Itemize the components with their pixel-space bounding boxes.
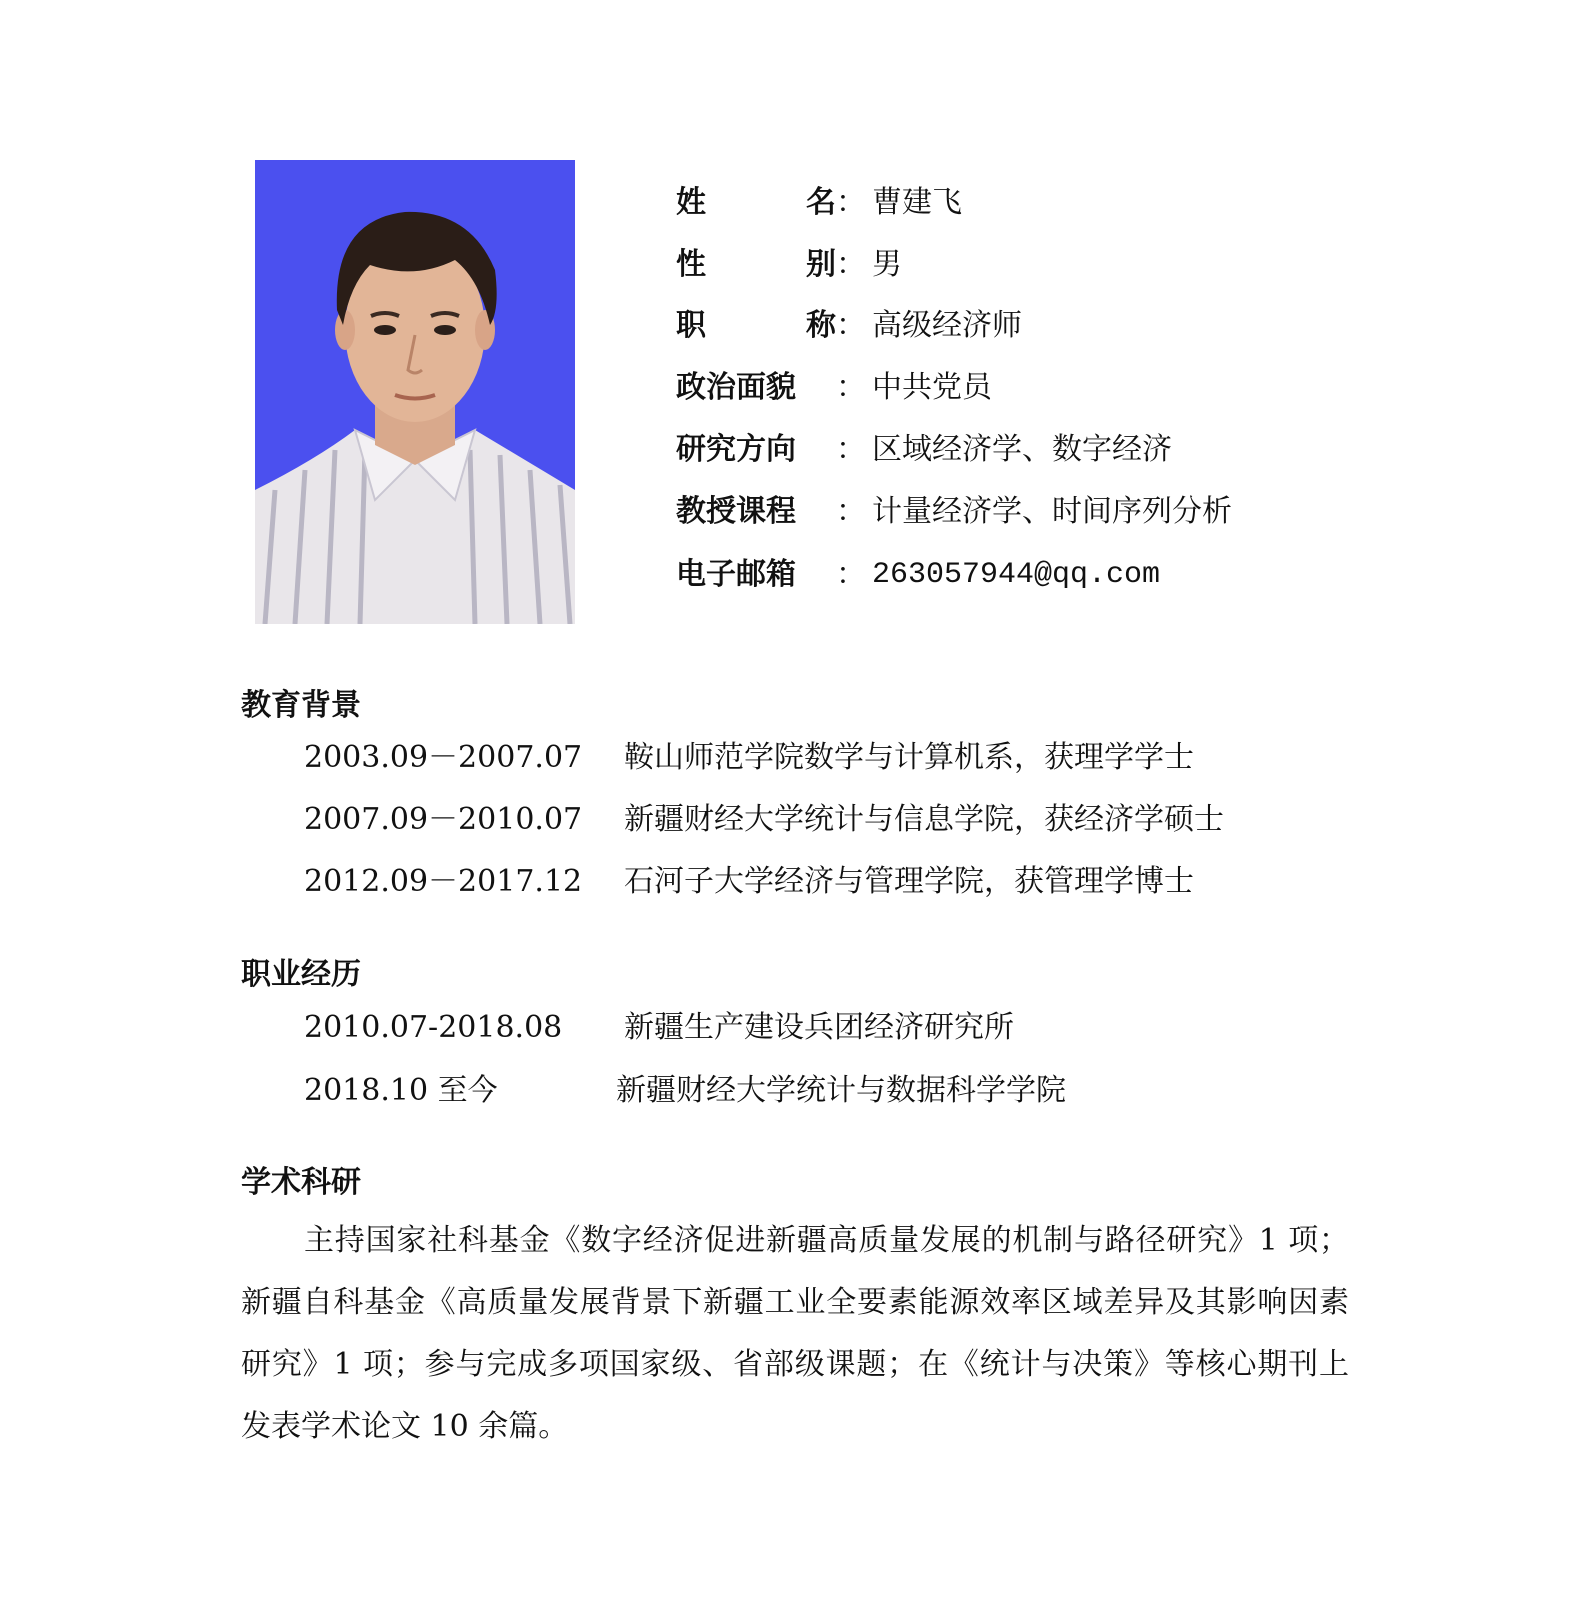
label-char: 姓 <box>676 185 706 220</box>
email-value: 263057944@qq.com <box>872 558 1161 592</box>
courses-colon: ： <box>836 494 866 529</box>
email-label-text: 电子邮箱 <box>676 557 796 592</box>
career-date-2: 2018.10 至今 <box>304 1073 498 1108</box>
career-date-1: 2010.07-2018.08 <box>304 1010 563 1045</box>
political-value: 中共党员 <box>872 370 992 405</box>
label-char: 称 <box>806 308 836 343</box>
name-label <box>676 183 836 223</box>
research-direction-value: 区域经济学、数字经济 <box>872 432 1172 467</box>
courses-label-text: 教授课程 <box>676 494 796 529</box>
title-label <box>676 306 836 346</box>
career-desc-1: 新疆生产建设兵团经济研究所 <box>624 1010 1014 1045</box>
political-colon: ： <box>836 370 866 405</box>
career-heading: 职业经历 <box>241 957 361 992</box>
label-char: 名 <box>806 185 836 220</box>
career-desc-2: 新疆财经大学统计与数据科学学院 <box>616 1073 1066 1108</box>
info-row-research-direction <box>676 430 1172 470</box>
research-direction-label-text: 研究方向 <box>676 432 796 467</box>
gender-label <box>676 245 836 285</box>
title-value: 高级经济师 <box>872 308 1022 343</box>
political-label <box>676 368 836 408</box>
info-row-courses <box>676 492 1232 532</box>
email-colon: ： <box>836 557 866 592</box>
title-colon: ： <box>836 308 866 343</box>
research-direction-label <box>676 430 836 470</box>
research-direction-colon: ： <box>836 432 866 467</box>
info-row-title <box>676 306 1022 346</box>
info-row-gender <box>676 245 902 285</box>
info-row-name <box>676 183 962 223</box>
email-label <box>676 555 836 595</box>
portrait-photo <box>255 160 575 624</box>
political-label-text: 政治面貌 <box>676 370 796 405</box>
label-char: 性 <box>676 247 706 282</box>
research-heading: 学术科研 <box>241 1165 361 1200</box>
education-heading: 教育背景 <box>241 688 361 723</box>
gender-value: 男 <box>872 247 902 282</box>
education-desc-3: 石河子大学经济与管理学院，获管理学博士 <box>624 864 1194 899</box>
portrait-illustration <box>255 160 575 624</box>
research-paragraph: 主持国家社科基金《数字经济促进新疆高质量发展的机制与路径研究》1 项；新疆自科基金《高质量发展背景下新疆工业全要素能源效率区域差异及其影响因素研究》1 项；参与完成多项国家级、省部级课题；在《统计与决策》等核心期刊上发表学术论文 10 余篇。 <box>241 1223 1349 1444</box>
gender-colon: ： <box>836 247 866 282</box>
education-desc-2: 新疆财经大学统计与信息学院，获经济学硕士 <box>624 802 1224 837</box>
education-date-1: 2003.09－2007.07 <box>304 740 583 775</box>
label-char: 别 <box>806 247 836 282</box>
info-row-email <box>676 555 1160 595</box>
name-colon: ： <box>836 185 866 220</box>
label-char: 职 <box>676 308 706 343</box>
info-row-political <box>676 368 992 408</box>
courses-label <box>676 492 836 532</box>
education-desc-1: 鞍山师范学院数学与计算机系，获理学学士 <box>624 740 1194 775</box>
education-date-2: 2007.09－2010.07 <box>304 802 583 837</box>
courses-value: 计量经济学、时间序列分析 <box>872 494 1232 529</box>
education-date-3: 2012.09－2017.12 <box>304 864 583 899</box>
name-value: 曹建飞 <box>872 185 962 220</box>
